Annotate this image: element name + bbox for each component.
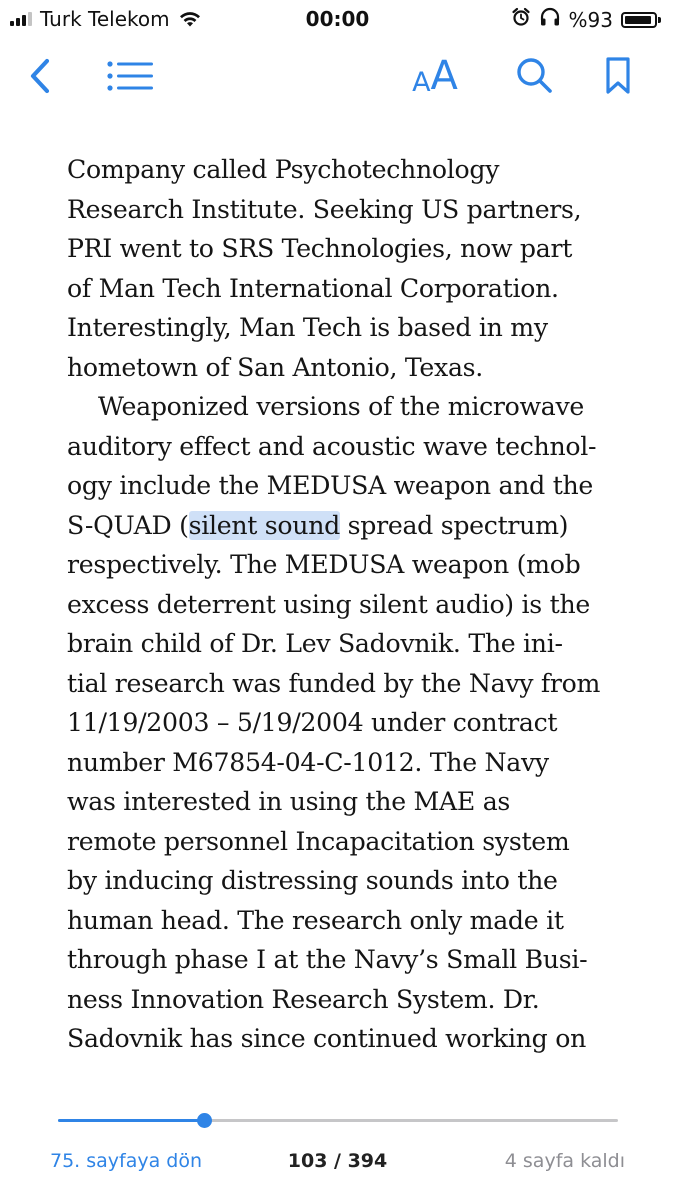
text-line: brain child of Dr. Lev Sadovnik. The ini-	[67, 629, 563, 658]
progress-thumb[interactable]	[197, 1113, 212, 1128]
pages-left-label: 4 sayfa kaldı	[504, 1150, 625, 1172]
go-to-page-link[interactable]: 75. sayfaya dön	[50, 1150, 203, 1172]
status-right	[511, 7, 661, 32]
book-page-text[interactable]	[67, 150, 627, 1059]
reader-toolbar	[0, 48, 675, 104]
text-line: human head. The research only made it	[67, 905, 564, 935]
text-line: PRI went to SRS Technologies, now part	[67, 234, 573, 263]
text-line: 11/19/2003 – 5/19/2004 under contract	[67, 708, 558, 737]
bookmark-button[interactable]	[598, 52, 638, 100]
text-line: Sadovnik has since continued working on	[67, 1024, 586, 1053]
text-segment: spread spectrum)	[339, 510, 569, 540]
reading-progress-slider[interactable]	[58, 1119, 618, 1122]
carrier-name: Turk Telekom	[40, 7, 170, 31]
font-settings-button[interactable]	[404, 52, 466, 100]
reader-footer	[0, 1148, 675, 1178]
text-line: excess deterrent using silent audio) is the	[67, 589, 590, 619]
back-chevron-icon	[25, 56, 55, 96]
font-size-icon: A A	[412, 53, 458, 99]
text-line: hometown of San Antonio, Texas.	[67, 352, 483, 382]
search-icon	[514, 56, 554, 96]
headphones-icon	[539, 7, 561, 32]
table-of-contents-icon	[106, 59, 154, 93]
text-line: Company called Psychotechnology	[67, 155, 500, 184]
highlighted-text[interactable]: silent sound	[188, 510, 340, 540]
text-line: respectively. The MEDUSA weapon (mob	[67, 550, 581, 579]
text-line	[67, 506, 627, 546]
battery-icon	[621, 12, 661, 28]
text-line: ogy include the MEDUSA weapon and the	[67, 471, 594, 500]
text-line: Research Institute. Seeking US partners,	[67, 194, 582, 224]
table-of-contents-button[interactable]	[104, 56, 156, 96]
text-line: of Man Tech International Corporation.	[67, 273, 559, 303]
text-line: number M67854-04-C-1012. The Navy	[67, 747, 549, 777]
text-line: remote personnel Incapacitation system	[67, 826, 570, 856]
battery-percent: %93	[568, 7, 613, 32]
text-line: ness Innovation Research System. Dr.	[67, 984, 540, 1014]
text-line: Weaponized versions of the microwave	[98, 392, 585, 421]
progress-fill	[58, 1119, 204, 1122]
bookmark-icon	[604, 56, 632, 96]
text-line: Interestingly, Man Tech is based in my	[67, 313, 548, 342]
text-line: was interested in using the MAE as	[67, 787, 511, 816]
text-line: through phase I at the Navy’s Small Busi-	[67, 945, 588, 974]
search-button[interactable]	[508, 52, 560, 100]
status-bar	[0, 0, 675, 38]
text-line: by inducing distressing sounds into the	[67, 866, 558, 895]
back-button[interactable]	[20, 54, 60, 98]
page-indicator: 103 / 394	[287, 1150, 388, 1172]
status-time: 00:00	[305, 7, 370, 31]
alarm-icon	[511, 7, 531, 32]
text-line: tial research was funded by the Navy from	[67, 668, 601, 698]
text-segment: S-QUAD (	[67, 510, 189, 540]
text-line: auditory effect and acoustic wave technol-	[67, 431, 597, 461]
